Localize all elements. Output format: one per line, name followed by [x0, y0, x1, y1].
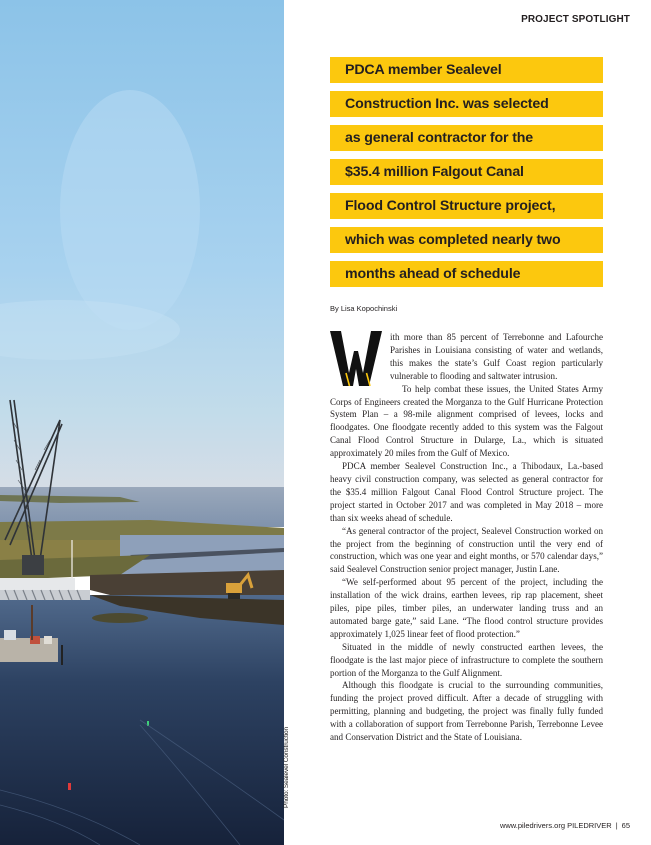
pull-quote-line: as general contractor for the	[330, 125, 603, 151]
canal-water	[0, 595, 284, 845]
pull-quote	[330, 57, 603, 295]
photo-illustration	[0, 0, 284, 845]
footer-publication: PILEDRIVER	[567, 821, 612, 830]
small-island	[92, 613, 148, 623]
drop-cap	[330, 331, 382, 386]
footer-url[interactable]: www.piledrivers.org	[499, 821, 565, 830]
article-paragraph: Although this floodgate is crucial to the surrounding communities, funding the project proved difficult. After a decade of struggling with permitting, planning and budgeting, the project was finally fully funded with a collaboration of support from Terrebonne Parish, Terrebonne Levee and Conservation District and the State of Louisiana.	[330, 680, 603, 743]
floodwall	[0, 578, 75, 590]
article-paragraph: “As general contractor of the project, Sealevel Construction worked on the project from the beginning of construction until the very end of construction, which was one year and eight months, or 570 calendar days,” said Sealevel Construction senior project manager, Justin Lane.	[330, 525, 603, 575]
red-buoy	[68, 783, 71, 790]
construction-site-photo	[0, 0, 284, 845]
section-label: PROJECT SPOTLIGHT	[521, 14, 630, 25]
article-paragraph: PDCA member Sealevel Construction Inc., a Thibodaux, La.-based heavy civil construction company, was selected as general contractor for the $35.4 million Falgout Canal Flood Control Structure project. The project started in October 2017 and was completed in May 2018 – more than six weeks ahead of schedule.	[330, 461, 603, 523]
pull-quote-line: Flood Control Structure project,	[330, 193, 603, 219]
article-paragraph: To help combat these issues, the United States Army Corps of Engineers created the Morganza to the Gulf Hurricane Protection System Plan – a 98-mile alignment comprised of levees, locks and floodgates. One floodgate recently added to this system was the Falgout Canal Flood Control Structure in Dularge, La., which is situated approximately 20 miles from the Gulf of Mexico.	[330, 383, 603, 459]
pull-quote-line: months ahead of schedule	[330, 261, 603, 287]
paragraph-text: ith more than 85 percent of Terrebonne and Lafourche Parishes in Louisiana consisting of water and wetlands, this makes the state’s Gulf Coast region particularly vulnerable to flooding and saltwater intrusion.	[390, 332, 603, 381]
pull-quote-line: $35.4 million Falgout Canal	[330, 159, 603, 185]
article-paragraph: “We self-performed about 95 percent of the project, including the installation of the wick drains, earthen levees, rip rap placement, sheet piles, pipe piles, timber piles, an underwater landing truss and an automated barge gate,” said Lane. “The flood control structure provides approximately 1,025 linear feet of flood protection.”	[330, 577, 603, 639]
photo-credit: Photo: Sealevel Construction	[283, 726, 290, 808]
article-body	[330, 331, 603, 744]
article-paragraph	[330, 331, 603, 383]
pull-quote-line: Construction Inc. was selected	[330, 91, 603, 117]
pull-quote-line: which was completed nearly two	[330, 227, 603, 253]
pull-quote-line: PDCA member Sealevel	[330, 57, 603, 83]
byline: By Lisa Kopochinski	[330, 304, 398, 313]
drop-cap-glyph	[330, 331, 382, 386]
article-paragraph: Situated in the middle of newly constructed earthen levees, the floodgate is the last major piece of infrastructure to complete the southern portion of the Morganza to the Gulf Alignment.	[330, 641, 603, 678]
page-number: 65	[621, 821, 630, 830]
page-footer	[500, 821, 630, 830]
footer-separator: |	[615, 821, 618, 830]
